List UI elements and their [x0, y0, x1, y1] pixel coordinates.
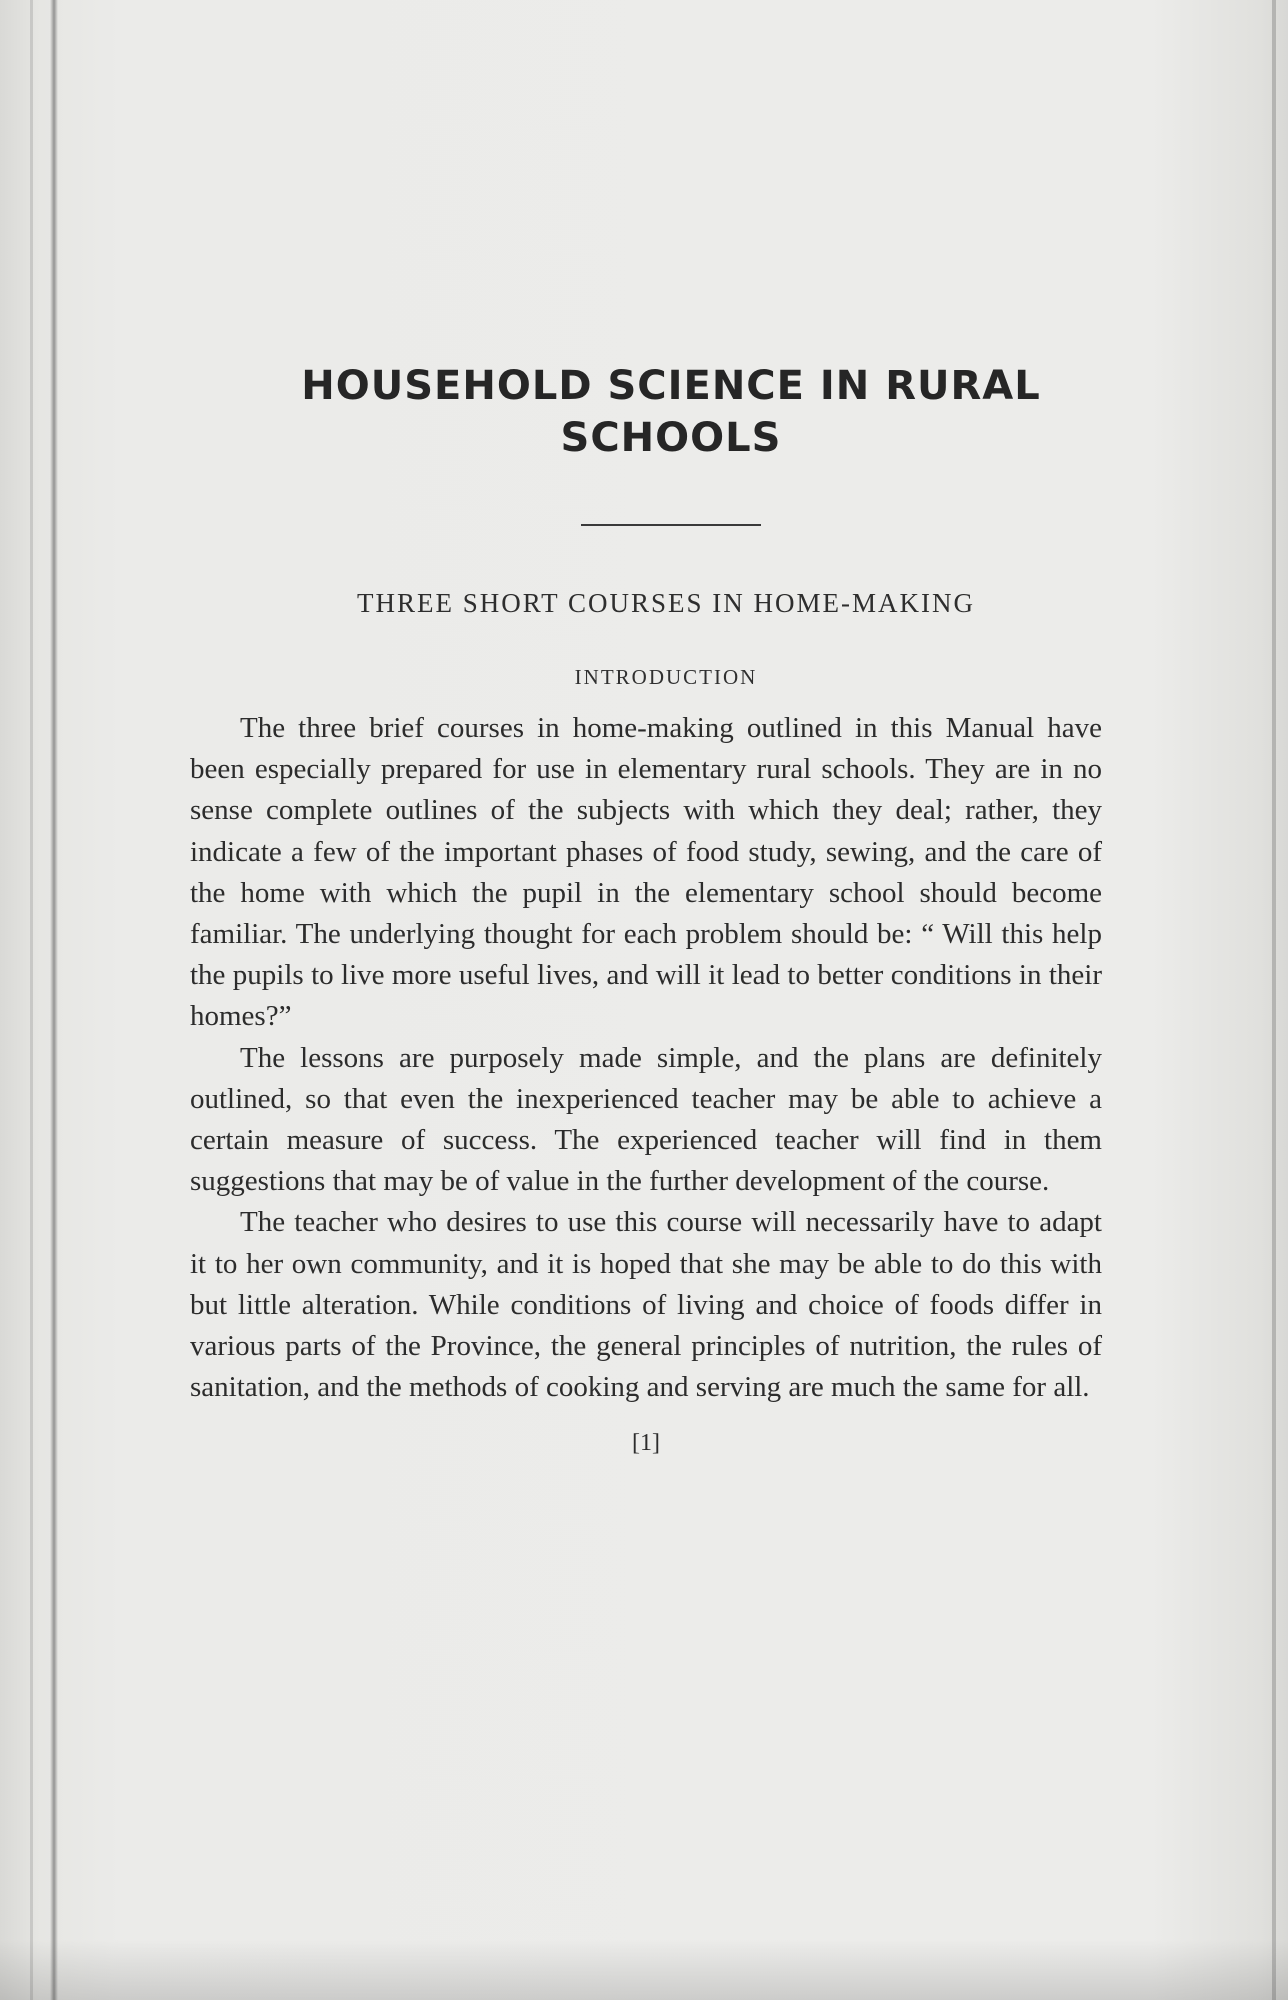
title-line-1: HOUSEHOLD SCIENCE IN RURAL — [301, 363, 1041, 409]
paragraph-1: The three brief courses in home-making outlined in this Manual have been especially prepared for use in elementary rural schools. They are in no sense complete outlines of the subjects with which they deal; rather, they indicate a few of the important phases of food study, sewing, and the care of the home with which the pupil in the elementary school should become familiar. The underlying thought for each problem should be: “ Will this help the pupils to live more useful lives, and will it lead to better conditions in their homes?” — [190, 712, 1102, 1033]
title-divider — [581, 524, 761, 526]
binding-edge — [30, 0, 33, 2000]
body-text — [190, 708, 1102, 1408]
title-line-2: SCHOOLS — [560, 415, 782, 461]
binding-shadow — [50, 0, 58, 2000]
page-title — [240, 360, 1102, 464]
paragraph-3: The teacher who desires to use this course will necessarily have to adapt it to her own community, and it is hoped that she may be able to do this with but little alteration. While conditions of living and choice of foods differ in various parts of the Province, the general principles of nutrition, the rules of sanitation, and the methods of cooking and serving are much the same for all. — [190, 1206, 1102, 1404]
paragraph-2: The lessons are purposely made simple, and the plans are definitely outlined, so that even the inexperienced teacher may be able to achieve a certain measure of success. The experienced teacher will find in them suggestions that may be of value in the further development of the course. — [190, 1041, 1102, 1198]
subtitle: THREE SHORT COURSES IN HOME-MAKING — [357, 588, 975, 618]
section-heading: INTRODUCTION — [574, 665, 758, 689]
page-right-edge — [1272, 0, 1276, 2000]
page-bottom-shadow — [0, 1940, 1288, 2000]
page-content — [190, 360, 1102, 1457]
page-number: [1] — [632, 1430, 660, 1457]
